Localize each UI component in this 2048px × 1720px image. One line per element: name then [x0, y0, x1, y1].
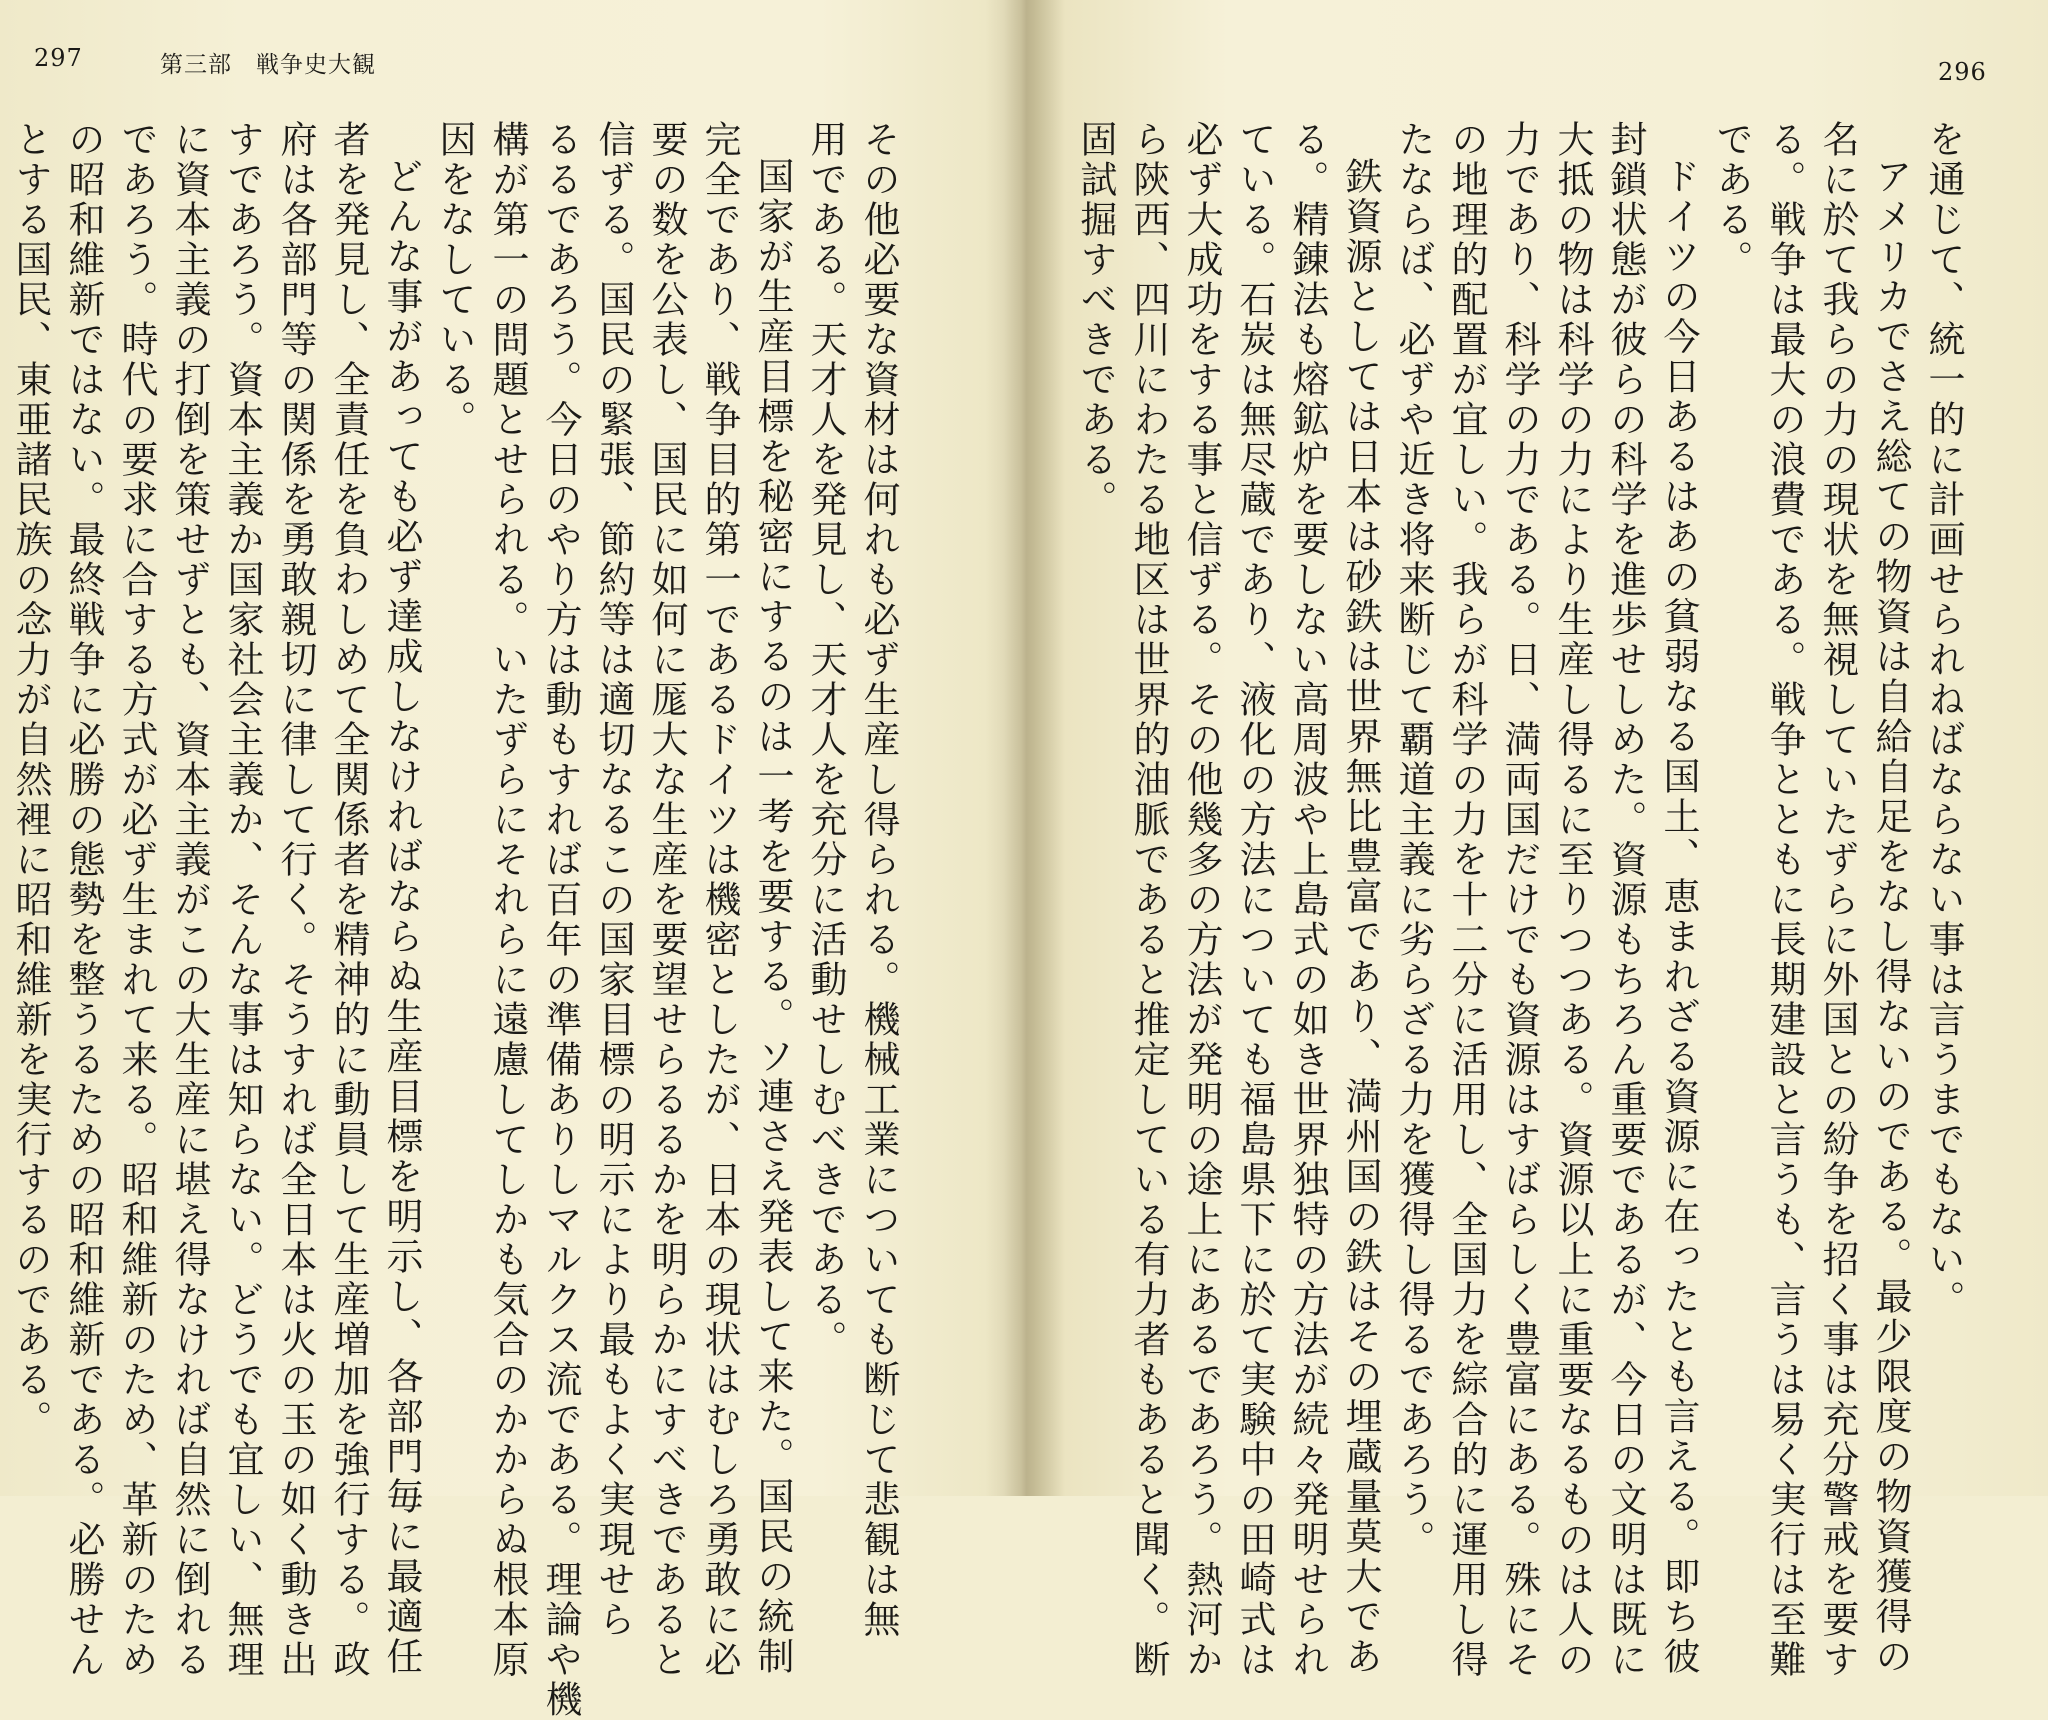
text-column: すであろう。資本主義か国家社会主義か、そんな事は知らない。どうでも宜しい、無理: [221, 120, 264, 1680]
text-column: 者を発見し、全責任を負わしめて全関係者を精神的に動員して生産増加を強行する。政: [327, 120, 370, 1680]
text-column: 鉄資源としては日本は砂鉄は世界無比豊富であり、満州国の鉄はその埋蔵量莫大であ: [1339, 157, 1382, 1677]
text-column: 国家が生産目標を秘密にするのは一考を要する。ソ連さえ発表して来た。国民の統制: [751, 157, 794, 1677]
text-column: を通じて、統一的に計画せられねばならない事は言うまでもない。: [1922, 120, 1965, 1320]
text-column: であろう。時代の要求に合する方式が必ず生まれて来る。昭和維新のため、革新のため: [115, 120, 158, 1680]
page-number: 297: [34, 44, 83, 72]
text-column: 必ず大成功をする事と信ずる。その他幾多の方法が発明の途上にあるであろう。熱河か: [1180, 120, 1223, 1680]
body-text: [1069, 120, 1970, 1680]
text-column: とする国民、東亜諸民族の念力が自然裡に昭和維新を実行するのである。: [9, 120, 52, 1440]
text-column: 名に於て我らの力の現状を無視していたずらに外国との紛争を招く事は充分警戒を要す: [1816, 120, 1859, 1680]
body-text: [4, 120, 905, 1720]
text-column: 要の数を公表し、国民に如何に厖大な生産を要望せらるるかを明らかにすべきであると: [645, 120, 688, 1680]
text-column: どんな事があっても必ず達成しなければならぬ生産目標を明示し、各部門毎に最適任: [380, 157, 423, 1677]
text-column: 因をなしている。: [433, 120, 476, 440]
text-column: る。戦争は最大の浪費である。戦争とともに長期建設と言うも、言うは易く実行は至難: [1763, 120, 1806, 1680]
text-column: 封鎖状態が彼らの科学を進歩せしめた。資源もちろん重要であるが、今日の文明は既に: [1604, 120, 1647, 1680]
text-column: るるであろう。今日のやり方は動もすれば百年の準備ありしマルクス流である。理論や機: [539, 120, 582, 1720]
text-column: の昭和維新ではない。最終戦争に必勝の態勢を整うるための昭和維新である。必勝せん: [62, 120, 105, 1680]
text-column: ドイツの今日あるはあの貧弱なる国土、恵まれざる資源に在ったとも言える。即ち彼: [1657, 157, 1700, 1677]
page-number: 296: [1938, 58, 1987, 86]
text-column: 固試掘すべきである。: [1074, 120, 1117, 520]
text-column: 完全であり、戦争目的第一であるドイツは機密としたが、日本の現状はむしろ勇敢に必: [698, 120, 741, 1680]
text-column: アメリカでさえ総ての物資は自給自足をなし得ないのである。最少限度の物資獲得の: [1869, 157, 1912, 1677]
text-column: その他必要な資材は何れも必ず生産し得られる。機械工業についても断じて悲観は無: [857, 120, 900, 1640]
text-column: 信ずる。国民の緊張、節約等は適切なるこの国家目標の明示により最もよく実現せら: [592, 120, 635, 1640]
text-column: の地理的配置が宜しい。我らが科学の力を十二分に活用し、全国力を綜合的に運用し得: [1445, 120, 1488, 1680]
text-column: ら陝西、四川にわたる地区は世界的油脈であると推定している有力者もあると聞く。断: [1127, 120, 1170, 1680]
text-column: ている。石炭は無尽蔵であり、液化の方法についても福島県下に於て実験中の田崎式は: [1233, 120, 1276, 1680]
text-column: に資本主義の打倒を策せずとも、資本主義がこの大生産に堪え得なければ自然に倒れる: [168, 120, 211, 1680]
text-column: 用である。天才人を発見し、天才人を充分に活動せしむべきである。: [804, 120, 847, 1360]
running-head: 第三部 戦争史大観: [160, 52, 376, 78]
text-column: 構が第一の問題とせられる。いたずらにそれらに遠慮してしかも気合のかからぬ根本原: [486, 120, 529, 1680]
text-column: たならば、必ずや近き将来断じて覇道主義に劣らざる力を獲得し得るであろう。: [1392, 120, 1435, 1560]
text-column: 府は各部門等の関係を勇敢親切に律して行く。そうすれば全日本は火の玉の如く動き出: [274, 120, 317, 1680]
left-page: [0, 0, 1010, 1720]
text-column: 大抵の物は科学の力により生産し得るに至りつつある。資源以上に重要なるものは人の: [1551, 120, 1594, 1680]
text-column: る。精錬法も熔鉱炉を要しない高周波や上島式の如き世界独特の方法が続々発明せられ: [1286, 120, 1329, 1680]
text-column: である。: [1710, 120, 1753, 280]
text-column: 力であり、科学の力である。日、満両国だけでも資源はすばらしく豊富にある。殊にそ: [1498, 120, 1541, 1680]
right-page: [1038, 0, 2048, 1680]
